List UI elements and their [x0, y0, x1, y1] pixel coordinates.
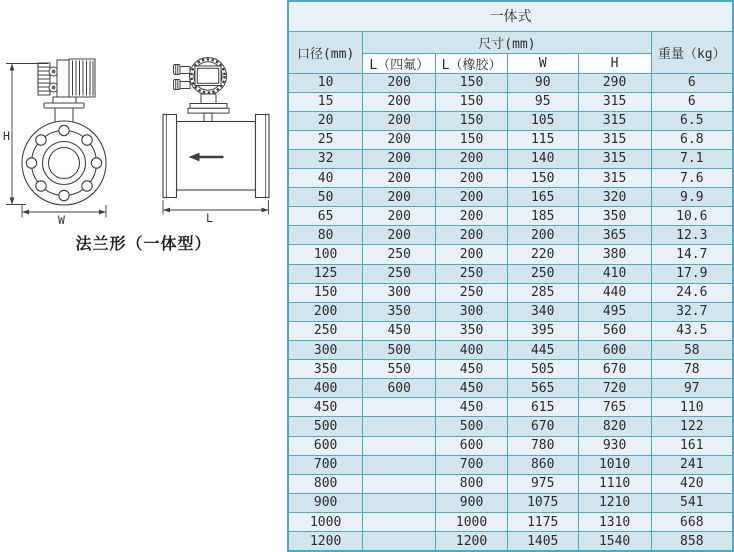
table-cell: 400: [288, 379, 363, 398]
table-cell: 40: [288, 169, 363, 188]
table-cell: 445: [507, 341, 578, 360]
table-cell: 670: [507, 417, 578, 436]
table-cell: 495: [578, 302, 651, 321]
table-cell: 200: [288, 302, 363, 321]
table-cell: 400: [436, 341, 508, 360]
table-cell: 668: [651, 513, 733, 532]
table-cell: 500: [436, 417, 508, 436]
table-row: [288, 130, 733, 149]
table-row: [288, 283, 733, 302]
table-cell: 97: [651, 379, 733, 398]
table-cell: 1110: [578, 474, 651, 493]
table-cell: 800: [436, 474, 508, 493]
table-cell: 110: [651, 398, 733, 417]
table-cell: 765: [578, 398, 651, 417]
table-cell: 95: [507, 92, 578, 111]
table-cell: 858: [651, 532, 733, 551]
table-cell: 200: [363, 73, 436, 92]
table-cell: 1000: [288, 513, 363, 532]
dimension-l: [163, 200, 269, 215]
table-cell: 500: [288, 417, 363, 436]
table-cell: 250: [363, 245, 436, 264]
table-cell: [363, 417, 436, 436]
table-cell: 900: [288, 493, 363, 512]
table-cell: 250: [507, 264, 578, 283]
table-cell: 200: [436, 149, 508, 168]
front-view: [6, 59, 106, 218]
table-cell: 350: [436, 321, 508, 340]
bolt-hole: [59, 190, 69, 200]
table-cell: 1405: [507, 532, 578, 551]
table-cell: 450: [436, 360, 508, 379]
table-cell: 300: [436, 302, 508, 321]
table-cell: 320: [578, 188, 651, 207]
table-cell: 90: [507, 73, 578, 92]
table-row: [288, 532, 733, 551]
table-cell: 6: [651, 73, 733, 92]
table-cell: 12.3: [651, 226, 733, 245]
diagram-caption: 法兰形（一体型）: [75, 234, 212, 253]
table-cell: 25: [288, 130, 363, 149]
table-cell: 820: [578, 417, 651, 436]
table-cell: 860: [507, 455, 578, 474]
table-cell: 1310: [578, 513, 651, 532]
table-cell: 15: [288, 92, 363, 111]
table-row: [288, 264, 733, 283]
dimension-l-label: L: [206, 211, 213, 225]
table-cell: 9.9: [651, 188, 733, 207]
table-cell: 550: [363, 360, 436, 379]
table-cell: 450: [288, 398, 363, 417]
table-cell: 6.8: [651, 130, 733, 149]
table-cell: 600: [436, 436, 508, 455]
table-cell: 200: [363, 169, 436, 188]
table-row: [288, 302, 733, 321]
table-cell: 800: [288, 474, 363, 493]
table-cell: 315: [578, 111, 651, 130]
table-cell: 600: [578, 341, 651, 360]
table-cell: 560: [578, 321, 651, 340]
transmitter-head-front: [38, 59, 95, 122]
spec-table: [287, 0, 734, 552]
table-cell: 150: [288, 283, 363, 302]
table-row: [288, 398, 733, 417]
table-cell: 7.1: [651, 149, 733, 168]
table-cell: 700: [436, 455, 508, 474]
table-cell: 200: [363, 149, 436, 168]
table-cell: 24.6: [651, 283, 733, 302]
table-cell: 440: [578, 283, 651, 302]
table-cell: 32: [288, 149, 363, 168]
table-cell: [363, 532, 436, 551]
bolt-hole: [26, 158, 36, 168]
table-row: [288, 436, 733, 455]
table-cell: 340: [507, 302, 578, 321]
table-row: [288, 360, 733, 379]
table-cell: 185: [507, 207, 578, 226]
dimension-h-label: H: [3, 129, 10, 143]
table-cell: 7.6: [651, 169, 733, 188]
table-cell: 290: [578, 73, 651, 92]
table-cell: 6: [651, 92, 733, 111]
table-cell: 65: [288, 207, 363, 226]
table-cell: 10.6: [651, 207, 733, 226]
display-window: [195, 66, 221, 86]
table-cell: 43.5: [651, 321, 733, 340]
col-header-size-group: 尺寸(mm): [363, 31, 651, 53]
table-cell: 200: [507, 226, 578, 245]
table-cell: 1210: [578, 493, 651, 512]
table-cell: 975: [507, 474, 578, 493]
table-cell: 200: [436, 207, 508, 226]
table-cell: 1540: [578, 532, 651, 551]
table-cell: 200: [436, 245, 508, 264]
table-row: [288, 226, 733, 245]
table-row: [288, 111, 733, 130]
table-cell: 285: [507, 283, 578, 302]
table-cell: 250: [288, 321, 363, 340]
table-cell: 122: [651, 417, 733, 436]
table-cell: 250: [436, 264, 508, 283]
table-cell: [363, 474, 436, 493]
table-cell: 200: [363, 92, 436, 111]
table-cell: 300: [363, 283, 436, 302]
table-cell: 200: [363, 188, 436, 207]
bolt-hole: [36, 181, 46, 191]
table-cell: 450: [436, 398, 508, 417]
table-row: [288, 455, 733, 474]
table-cell: 1175: [507, 513, 578, 532]
table-cell: 670: [578, 360, 651, 379]
flowmeter-diagram-panel: [0, 0, 287, 552]
table-row: [288, 417, 733, 436]
table-row: [288, 73, 733, 92]
table-cell: 200: [436, 169, 508, 188]
table-cell: [363, 513, 436, 532]
table-cell: 350: [363, 302, 436, 321]
table-cell: 410: [578, 264, 651, 283]
table-cell: 125: [288, 264, 363, 283]
col-header-l-ptfe: L（四氟）: [363, 53, 436, 73]
table-cell: 200: [363, 207, 436, 226]
table-cell: [363, 493, 436, 512]
table-cell: 200: [436, 188, 508, 207]
table-cell: 150: [507, 169, 578, 188]
table-cell: 14.7: [651, 245, 733, 264]
table-cell: 6.5: [651, 111, 733, 130]
table-row: [288, 341, 733, 360]
table-cell: 565: [507, 379, 578, 398]
table-cell: 1200: [288, 532, 363, 551]
transmitter-head-side: [174, 58, 230, 123]
table-row: [288, 92, 733, 111]
table-row: [288, 493, 733, 512]
bolt-hole: [36, 135, 46, 145]
table-cell: [363, 398, 436, 417]
table-cell: 350: [288, 360, 363, 379]
dimension-w-label: W: [58, 213, 65, 227]
table-cell: 315: [578, 149, 651, 168]
table-cell: 315: [578, 92, 651, 111]
table-cell: [363, 436, 436, 455]
table-cell: 365: [578, 226, 651, 245]
table-cell: 500: [363, 341, 436, 360]
table-cell: 150: [436, 73, 508, 92]
table-cell: 315: [578, 130, 651, 149]
col-header-h: H: [578, 53, 651, 73]
table-cell: 615: [507, 398, 578, 417]
table-row: [288, 513, 733, 532]
table-cell: 700: [288, 455, 363, 474]
table-cell: 200: [436, 226, 508, 245]
table-cell: 50: [288, 188, 363, 207]
spec-table-panel: [287, 0, 734, 552]
table-cell: 1010: [578, 455, 651, 474]
table-cell: 165: [507, 188, 578, 207]
table-cell: 17.9: [651, 264, 733, 283]
table-cell: 900: [436, 493, 508, 512]
table-cell: 150: [436, 130, 508, 149]
table-cell: 200: [363, 130, 436, 149]
table-cell: 420: [651, 474, 733, 493]
table-cell: 300: [288, 341, 363, 360]
table-cell: 115: [507, 130, 578, 149]
col-header-weight: 重量（kg）: [651, 31, 733, 73]
table-cell: 200: [363, 226, 436, 245]
table-cell: 150: [436, 111, 508, 130]
table-cell: [363, 455, 436, 474]
table-cell: 250: [363, 264, 436, 283]
flange-body-front: [22, 121, 106, 205]
table-cell: 1200: [436, 532, 508, 551]
table-cell: 150: [436, 92, 508, 111]
table-cell: 250: [436, 283, 508, 302]
table-cell: 105: [507, 111, 578, 130]
table-row: [288, 207, 733, 226]
table-row: [288, 474, 733, 493]
table-cell: 600: [363, 379, 436, 398]
table-cell: 541: [651, 493, 733, 512]
table-cell: 600: [288, 436, 363, 455]
table-cell: 450: [436, 379, 508, 398]
table-cell: 20: [288, 111, 363, 130]
table-cell: 315: [578, 169, 651, 188]
table-cell: 780: [507, 436, 578, 455]
bolt-hole: [91, 158, 101, 168]
col-header-diameter: 口径(mm): [288, 31, 363, 73]
table-cell: 241: [651, 455, 733, 474]
table-cell: 140: [507, 149, 578, 168]
bolt-hole: [59, 125, 69, 135]
table-cell: 220: [507, 245, 578, 264]
table-body: [288, 73, 733, 551]
table-cell: 930: [578, 436, 651, 455]
table-cell: 450: [363, 321, 436, 340]
col-header-l-rubber: L（橡胶）: [436, 53, 508, 73]
table-row: [288, 379, 733, 398]
side-view: [163, 58, 269, 215]
table-cell: 161: [651, 436, 733, 455]
table-cell: 10: [288, 73, 363, 92]
table-cell: 58: [651, 341, 733, 360]
table-title: 一体式: [288, 1, 733, 31]
table-row: [288, 169, 733, 188]
table-cell: 1075: [507, 493, 578, 512]
table-row: [288, 188, 733, 207]
table-row: [288, 245, 733, 264]
bolt-hole: [82, 181, 92, 191]
table-cell: 350: [578, 207, 651, 226]
table-cell: 395: [507, 321, 578, 340]
table-cell: 100: [288, 245, 363, 264]
table-cell: 505: [507, 360, 578, 379]
table-row: [288, 321, 733, 340]
table-cell: 720: [578, 379, 651, 398]
table-cell: 32.7: [651, 302, 733, 321]
flowmeter-technical-drawing: [0, 0, 287, 260]
table-row: [288, 149, 733, 168]
bolt-hole: [82, 135, 92, 145]
table-cell: 80: [288, 226, 363, 245]
table-cell: 200: [363, 111, 436, 130]
table-cell: 380: [578, 245, 651, 264]
table-cell: 1000: [436, 513, 508, 532]
col-header-w: W: [507, 53, 578, 73]
table-cell: 78: [651, 360, 733, 379]
